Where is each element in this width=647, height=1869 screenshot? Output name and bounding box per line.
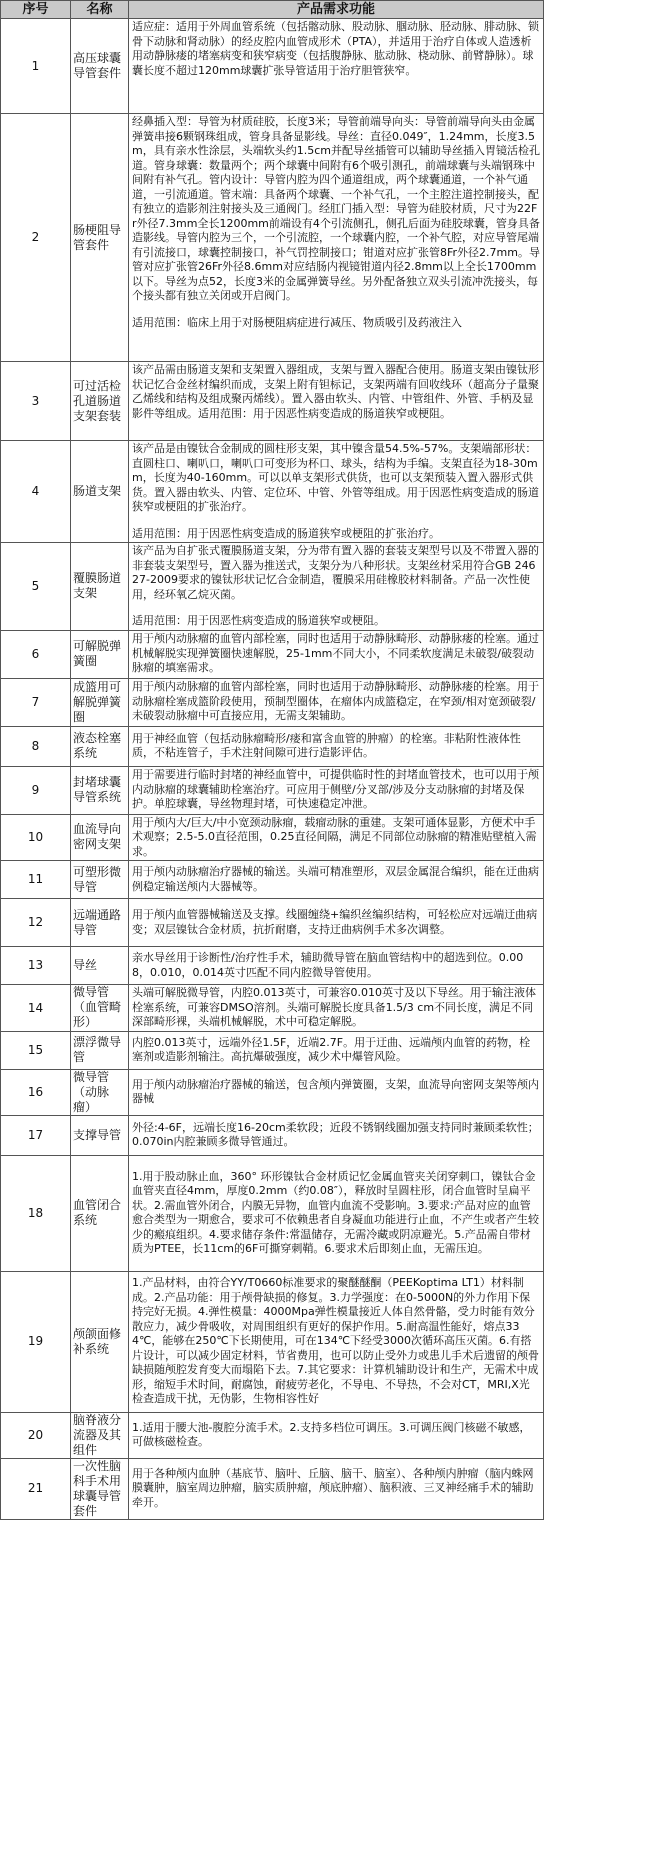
table-row [1, 1031, 544, 1069]
table-row [1, 726, 544, 766]
requirement-paragraph: 适用范围：临床上用于对肠梗阻病症进行减压、物质吸引及药液注入 [132, 315, 462, 329]
requirement-paragraph: 该产品是由镍钛合金制成的圆柱形支架，其中镍含量54.5%-57%。支架端部形状：直圆柱口、喇叭口，喇叭口可变形为杯口、球头，结构为手编。支架直径为18-30mm，长度为40-160mm。可以以单支架形式供货，也可以支架预装入置入器形式供货。置入器由软头、内管、定位环、中管、外管等组成。用于因恶性病变造成的肠道狭窄或梗阻的扩张治疗。 [132, 442, 539, 513]
table-row [1, 678, 544, 726]
row-seq: 5 [1, 543, 71, 631]
row-seq: 14 [1, 985, 71, 1032]
row-requirement [129, 814, 544, 861]
row-requirement [129, 441, 544, 543]
table-row [1, 1155, 544, 1271]
table-row [1, 362, 544, 441]
row-requirement [129, 1031, 544, 1069]
requirement-paragraph: 1.适用于腰大池-腹腔分流手术。2.支持多档位可调压。3.可调压阀门核磁不敏感，可做核磁检查。 [132, 1420, 531, 1448]
table-row [1, 1115, 544, 1155]
row-requirement [129, 1271, 544, 1412]
row-product-name: 肠梗阻导管套件 [71, 114, 129, 362]
row-requirement [129, 1412, 544, 1458]
row-seq: 9 [1, 766, 71, 814]
requirement-paragraph: 适应症：适用于外周血管系统（包括髂动脉、股动脉、腘动脉、胫动脉、腓动脉、锁骨下动脉和肾动脉）的经皮腔内血管成形术（PTA），并适用于治疗自体或人造透析用动静脉瘘的堵塞病变和狭窄病变（包括腹静脉、肱动脉、桡动脉、前臂静脉）。球囊长度不超过120mm球囊扩张导管适用于治疗胆管狭窄。 [132, 20, 539, 77]
table-row [1, 543, 544, 631]
requirement-paragraph: 用于颅内大/巨大/中小宽颈动脉瘤，载瘤动脉的重建。支架可通体显影，方便术中手术观察；2.5-5.0直径范围，0.25直径间隔，满足不同部位动脉瘤的精准贴壁植入需求。 [132, 815, 537, 858]
row-requirement [129, 114, 544, 362]
row-requirement [129, 19, 544, 114]
row-product-name: 高压球囊导管套件 [71, 19, 129, 114]
row-requirement [129, 630, 544, 678]
requirement-paragraph: 用于各种颅内血肿（基底节、脑叶、丘脑、脑干、脑室）、各种颅内肿瘤（脑内蛛网膜囊肿，脑室周边肿瘤，脑实质肿瘤，颅底肿瘤）、脑积液、三叉神经痛手术的辅助牵开。 [132, 1466, 534, 1509]
row-product-name: 可塑形微导管 [71, 861, 129, 899]
row-seq: 17 [1, 1115, 71, 1155]
row-requirement [129, 543, 544, 631]
row-product-name: 血流导向密网支架 [71, 814, 129, 861]
requirement-paragraph: 用于神经血管（包括动脉瘤畸形/瘘和富含血管的肿瘤）的栓塞。非粘附性液体性质，不粘连管子，手术注射间隙可进行造影评估。 [132, 731, 521, 759]
requirement-paragraph: 用于需要进行临时封堵的神经血管中，可提供临时性的封堵血管技术，也可以用于颅内动脉瘤的球囊辅助栓塞治疗。可应用于侧壁/分叉部/涉及分支动脉瘤的封堵及保护。单腔球囊，导丝物理封堵，可快速稳定冲泄。 [132, 768, 539, 811]
requirement-paragraph: 用于颅内动脉瘤治疗器械的输送。头端可精准塑形，双层金属混合编织，能在迂曲病例稳定输送颅内大器械等。 [132, 865, 539, 893]
row-seq: 20 [1, 1412, 71, 1458]
requirement-paragraph: 用于颅内动脉瘤的血管内部栓塞，同时也适用于动静脉畸形、动静脉瘘的栓塞。用于动脉瘤栓塞成篮阶段使用，预制型圈体，在瘤体内成篮稳定，在窄颈/相对宽颈破裂/未破裂动脉瘤中可直接应用，无需支架辅助。 [132, 680, 539, 723]
row-requirement [129, 899, 544, 947]
row-requirement [129, 947, 544, 985]
row-seq: 13 [1, 947, 71, 985]
table-row [1, 19, 544, 114]
row-requirement [129, 985, 544, 1032]
row-requirement [129, 726, 544, 766]
requirement-paragraph: 该产品需由肠道支架和支架置入器组成，支架与置入器配合使用。肠道支架由镍钛形状记忆合金丝材编织而成，支架上附有钽标记，支架两端有回收线环（超高分子量聚乙烯线和结构及组成聚丙烯线）。置入器由软头、内管、中管组件、外管、手柄及显影件等组成。适用范围：用于因恶性病变造成的肠道狭窄或梗阻。 [132, 363, 539, 420]
row-product-name: 液态栓塞系统 [71, 726, 129, 766]
table-row [1, 985, 544, 1032]
requirement-paragraph: 该产品为自扩张式覆膜肠道支架，分为带有置入器的套装支架型号以及不带置入器的非套装支架型号，置入器为推送式，支架分为八种形状。支架丝材采用符合GB 24627-2009要求的镍钛形状记忆合金制造，覆膜采用硅橡胶材料制备。产品一次性使用，经环氧乙烷灭菌。 [132, 544, 539, 601]
row-seq: 16 [1, 1069, 71, 1115]
table-row [1, 899, 544, 947]
row-requirement [129, 1069, 544, 1115]
row-seq: 15 [1, 1031, 71, 1069]
row-requirement [129, 861, 544, 899]
row-product-name: 颅颌面修补系统 [71, 1271, 129, 1412]
table-row [1, 1458, 544, 1519]
row-product-name: 微导管（血管畸形） [71, 985, 129, 1032]
row-product-name: 成篮用可解脱弹簧圈 [71, 678, 129, 726]
row-seq: 1 [1, 19, 71, 114]
requirement-paragraph: 头端可解脱微导管，内腔0.013英寸，可兼容0.010英寸及以下导丝。用于输注液体栓塞系统，可兼容DMSO溶剂。头端可解脱长度具备1.5/3 cm不同长度，满足不同深部畸形裸，头端机械解脱，术中可稳定解脱。 [132, 986, 536, 1028]
table-row [1, 441, 544, 543]
row-requirement [129, 1115, 544, 1155]
row-seq: 6 [1, 630, 71, 678]
row-product-name: 覆膜肠道支架 [71, 543, 129, 631]
row-product-name: 一次性脑科手术用球囊导管套件 [71, 1458, 129, 1519]
table-row [1, 947, 544, 985]
requirement-paragraph: 适用范围：用于因恶性病变造成的肠道狭窄或梗阻的扩张治疗。 [132, 526, 440, 540]
row-product-name: 可解脱弹簧圈 [71, 630, 129, 678]
row-product-name: 脑脊液分流器及其组件 [71, 1412, 129, 1458]
requirement-paragraph: 用于颅内动脉瘤治疗器械的输送，包含颅内弹簧圈，支架，血流导向密网支架等颅内器械 [132, 1077, 539, 1105]
row-requirement [129, 1458, 544, 1519]
row-seq: 10 [1, 814, 71, 861]
requirement-paragraph: 用于颅内动脉瘤的血管内部栓塞，同时也适用于动静脉畸形、动静脉瘘的栓塞。通过机械解脱实现弹簧圈快速解脱，25-1mm不同大小，不同柔软度满足未破裂/破裂动脉瘤的填塞需求。 [132, 632, 539, 675]
row-requirement [129, 678, 544, 726]
row-product-name: 导丝 [71, 947, 129, 985]
table-row [1, 1412, 544, 1458]
header-name: 名称 [71, 1, 129, 19]
row-seq: 3 [1, 362, 71, 441]
row-product-name: 血管闭合系统 [71, 1155, 129, 1271]
row-seq: 2 [1, 114, 71, 362]
header-func: 产品需求功能 [129, 1, 544, 19]
table-row [1, 1271, 544, 1412]
row-product-name: 微导管（动脉瘤） [71, 1069, 129, 1115]
row-product-name: 远端通路导管 [71, 899, 129, 947]
table-row [1, 114, 544, 362]
row-product-name: 封堵球囊导管系统 [71, 766, 129, 814]
row-requirement [129, 1155, 544, 1271]
row-seq: 21 [1, 1458, 71, 1519]
table-row [1, 630, 544, 678]
requirement-paragraph: 适用范围：用于因恶性病变造成的肠道狭窄或梗阻。 [132, 614, 385, 627]
requirement-paragraph: 1.产品材料，由符合YY/T0660标准要求的聚醚醚酮（PEEKoptima LT1）材料制成。2.产品功能：用于颅骨缺损的修复。3.力学强度：在0-5000N的外力作用下保持完好无损。4.弹性模量：4000Mpa弹性模量接近人体自然骨骼，受力时能有效分散应力，减少骨吸收，对周围组织有更好的保护作用。5.耐高温性能好，熔点334℃，能够在250℃下长期使用，可在134℃下经受3000次循环高压灭菌。6.有搭片设计，可以减少固定材料，节省费用，也可以防止受外力或患儿手术后遗留的颅骨缺损随颅腔发育变大而塌陷下去。7.其它要求：计算机辅助设计和生产，无需术中成形，缩短手术时间，耐腐蚀，耐疲劳老化，不导电、不导热，不会对CT，MRI,X光检查造成干扰，无伪影，生物相容性好 [132, 1276, 539, 1406]
row-product-name: 漂浮微导管 [71, 1031, 129, 1069]
row-requirement [129, 362, 544, 441]
row-seq: 19 [1, 1271, 71, 1412]
row-seq: 18 [1, 1155, 71, 1271]
row-seq: 4 [1, 441, 71, 543]
requirement-paragraph: 内腔0.013英寸，远端外径1.5F，近端2.7F。用于迂曲、远端颅内血管的药物，栓塞剂或造影剂输注。高抗爆破强度，减少术中爆管风险。 [132, 1035, 531, 1063]
row-product-name: 肠道支架 [71, 441, 129, 543]
requirement-paragraph: 外径:4-6F，远端长度16-20cm柔软段；近段不锈钢线圈加强支持同时兼顾柔软性；0.070in内腔兼顾多微导管通过。 [132, 1120, 539, 1148]
row-product-name: 支撑导管 [71, 1115, 129, 1155]
table-row [1, 1069, 544, 1115]
row-seq: 11 [1, 861, 71, 899]
requirement-paragraph: 用于颅内血管器械输送及支撑。线圈缠绕+编织丝编织结构，可轻松应对远端迂曲病变；双层镍钛合金材质，抗折耐磨，支持迂曲病例手术多次调整。 [132, 908, 538, 936]
row-seq: 8 [1, 726, 71, 766]
table-row [1, 814, 544, 861]
row-seq: 7 [1, 678, 71, 726]
row-requirement [129, 766, 544, 814]
header-seq: 序号 [1, 1, 71, 19]
table-header-row [1, 1, 544, 19]
table-row [1, 861, 544, 899]
row-product-name: 可过活检孔道肠道支架套装 [71, 362, 129, 441]
table-row [1, 766, 544, 814]
requirement-paragraph: 亲水导丝用于诊断性/治疗性手术，辅助微导管在脑血管结构中的超选到位。0.008，0.010，0.014英寸匹配不同内腔微导管使用。 [132, 951, 524, 979]
requirement-paragraph: 经鼻插入型：导管为材质硅胶，长度3米；导管前端导向头：导管前端导向头由金属弹簧串接6颗钢珠组成，管身具备显影线。导丝：直径0.049″，1.24mm，长度3.5m，具有亲水性涂层，头端软头约1.5cm并配导丝插管可以辅助导丝插入胃镜活检孔道。管身球囊：数量两个；两个球囊中间附有6个吸引测孔，前端球囊与头端钢珠中间附有补气孔。管内设计：导管内腔为四个通道组成，两个球囊通道，一个补气通道，一引流通道。管末端：具备两个球囊、一个补气孔，一个主腔注道控制接头，配有独立的造影剂注射接头及三通阀门。经肛门插入型：导管为硅胶材质，尺寸为22Fr外径7.3mm全长1200mm前端设有4个引流侧孔，侧孔后面为硅胶球囊，管身具备造影线。导管内腔为三个，一个引流腔，一个球囊内腔，一个补气腔，对应导管尾端有引流接口，球囊控制接口，补气罚控制接口；钳道对应扩张管8Fr外径2.7mm。导管对应扩张管26Fr外径8.6mm对应结肠内视镜钳道内径2.8mm以上全长1700mm以下。导丝为点52，长度3米的金属弹簧导丝。另外配备独立双头引流冲洗接头，每个接头都有独立关闭或开启阀门。 [132, 115, 540, 302]
row-seq: 12 [1, 899, 71, 947]
requirement-paragraph: 1.用于股动脉止血，360° 环形镍钛合金材质记忆金属血管夹关闭穿刺口，镍钛合金血管夹直径4mm，厚度0.2mm（约0.08″），释放时呈圆柱形，闭合血管时呈扁平状。2.需血管外闭合，内膜无异物，血管内血流不受影响。3.要求:产品对应的血管愈合类型为一期愈合，要求可不依赖患者自身凝血功能进行止血，不产生或者产生较少的瘢痕组织。4.要求储存条件:常温储存，无需冷藏或阴凉避光。5.产品需自带材质为PTEE，长11cm的6F可撕穿刺鞘。6.要求术后即刻止血，无需压迫。 [132, 1169, 539, 1255]
